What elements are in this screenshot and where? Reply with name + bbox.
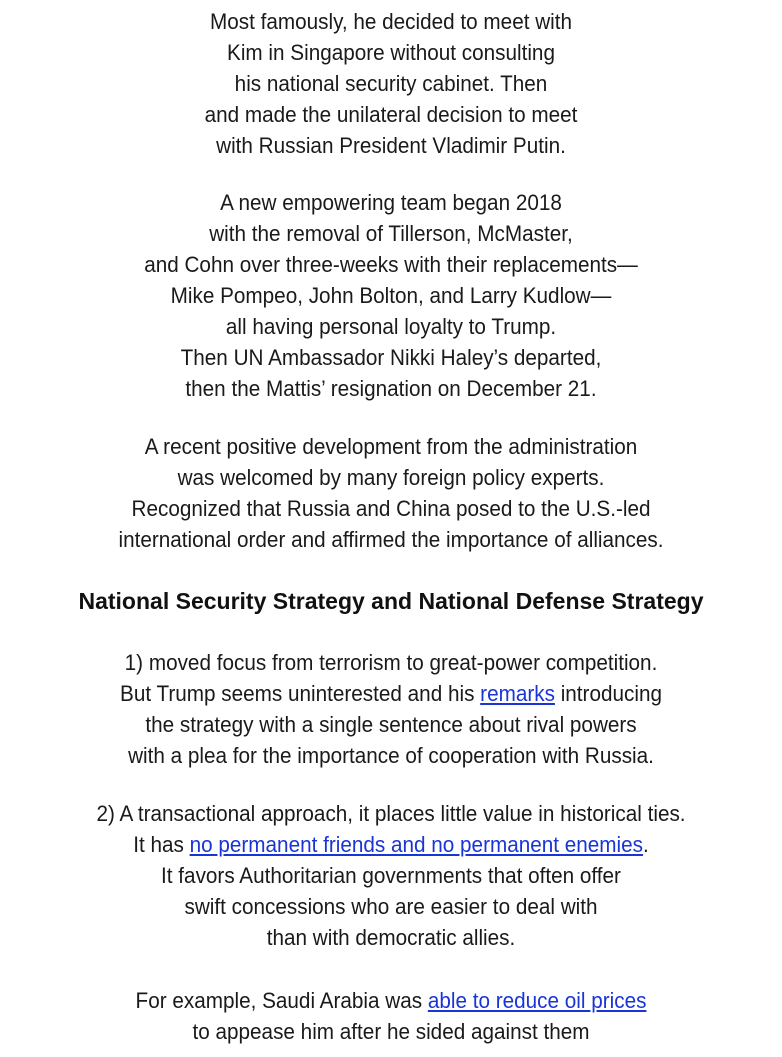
paragraph-positive-development <box>0 431 782 555</box>
text-line: with Russian President Vladimir Putin. <box>216 133 566 158</box>
no-permanent-friends-link[interactable]: no permanent friends and no permanent enemies <box>189 832 644 857</box>
text-line: the strategy with a single sentence about rival powers <box>145 712 637 737</box>
text-line: was welcomed by many foreign policy experts. <box>177 465 605 490</box>
text-line <box>31 829 750 860</box>
text-line: swift concessions who are easier to deal with <box>184 894 598 919</box>
text-segment: It has <box>133 832 190 857</box>
text-line: It favors Authoritarian governments that often offer <box>161 863 621 888</box>
text-line: with a plea for the importance of cooperation with Russia. <box>128 743 654 768</box>
text-line: A recent positive development from the administration <box>144 434 638 459</box>
text-line: to appease him after he sided against them <box>192 1019 590 1044</box>
section-heading: National Security Strategy and National Defense Strategy <box>78 588 704 614</box>
text-line <box>31 678 750 709</box>
text-line: and Cohn over three-weeks with their replacements— <box>144 252 638 277</box>
text-line: Mike Pompeo, John Bolton, and Larry Kudlow— <box>170 283 612 308</box>
text-line: Then UN Ambassador Nikki Haley’s departed, <box>180 345 602 370</box>
paragraph-new-team <box>0 187 782 404</box>
paragraph-example <box>0 985 782 1047</box>
text-line: his national security cabinet. Then <box>234 71 548 96</box>
point-2 <box>0 798 782 953</box>
text-line: Recognized that Russia and China posed to the U.S.-led <box>131 496 651 521</box>
point-1 <box>0 647 782 771</box>
text-line: all having personal loyalty to Trump. <box>225 314 557 339</box>
text-line: international order and affirmed the importance of alliances. <box>118 527 664 552</box>
text-segment: introducing <box>554 681 662 706</box>
remarks-link[interactable]: remarks <box>480 681 555 706</box>
text-line: than with democratic allies. <box>266 925 516 950</box>
text-line: A new empowering team began 2018 <box>220 190 562 215</box>
text-line: 1) moved focus from terrorism to great-power competition. <box>124 650 658 675</box>
text-line: Kim in Singapore without consulting <box>227 40 555 65</box>
paragraph-singapore-meeting <box>0 6 782 161</box>
text-line: Most famously, he decided to meet with <box>209 9 573 34</box>
text-line: 2) A transactional approach, it places little value in historical ties. <box>96 801 686 826</box>
text-line <box>31 985 750 1016</box>
text-segment: . <box>643 832 649 857</box>
text-segment: But Trump seems uninterested and his <box>120 681 481 706</box>
text-line: with the removal of Tillerson, McMaster, <box>209 221 573 246</box>
text-line: and made the unilateral decision to meet <box>204 102 578 127</box>
text-segment: For example, Saudi Arabia was <box>135 988 428 1013</box>
oil-prices-link[interactable]: able to reduce oil prices <box>427 988 647 1013</box>
text-line: then the Mattis’ resignation on December 21. <box>185 376 597 401</box>
